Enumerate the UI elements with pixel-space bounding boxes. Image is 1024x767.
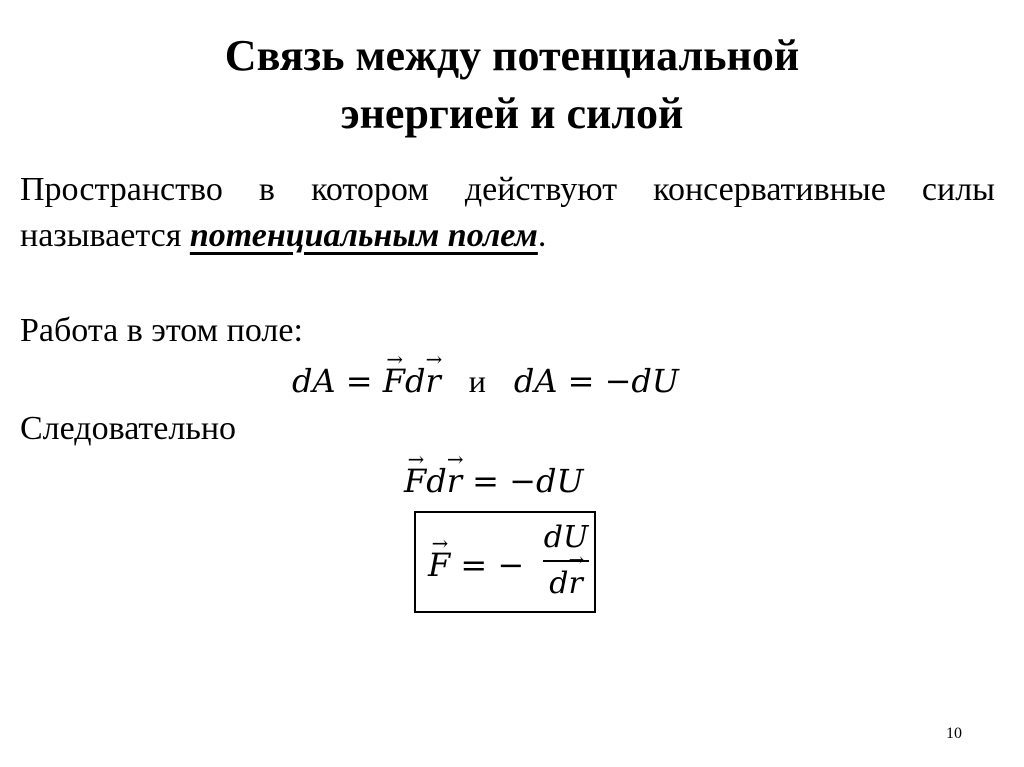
equals-minus: = −: [450, 546, 525, 584]
equation-rhs: = −dU: [461, 462, 584, 500]
force-formula-lhs: [428, 546, 524, 584]
definition-paragraph: [20, 167, 995, 259]
radius-vector-symbol: → r: [568, 564, 582, 604]
force-vector-symbol: → F: [404, 462, 426, 500]
force-vector-symbol: → F: [383, 362, 405, 400]
definition-text: Пространство в котором действуют консервативные силы называется: [20, 171, 995, 254]
derivative-fraction: [543, 519, 589, 604]
fraction-denominator: [543, 564, 589, 604]
force-vector-symbol: → F: [428, 546, 450, 584]
slide-title: [0, 27, 1024, 143]
slide-title-line-1: Связь между потенциальной: [224, 31, 800, 80]
differential-d: d: [549, 566, 569, 601]
force-displacement-equation: [404, 462, 583, 500]
potential-energy-equation: dA = −dU: [513, 362, 679, 400]
definition-period: .: [537, 217, 547, 254]
potential-field-term: потенциальным полем: [189, 217, 538, 254]
differential-d: d: [426, 462, 447, 500]
fraction-numerator: dU: [543, 520, 589, 555]
page-number: 10: [946, 725, 962, 742]
radius-vector-symbol: → r: [425, 362, 440, 400]
radius-vector-symbol: → r: [447, 462, 462, 500]
boxed-force-formula: [414, 511, 596, 613]
work-equation: [292, 362, 679, 400]
work-paragraph: Работа в этом поле:: [20, 312, 303, 349]
therefore-paragraph: Следовательно: [20, 410, 237, 447]
differential-d: d: [404, 362, 426, 400]
conjunction-and: и: [468, 363, 486, 399]
work-equation-lhs: dA =: [292, 362, 383, 400]
slide-title-line-2: энергией и силой: [340, 89, 684, 138]
